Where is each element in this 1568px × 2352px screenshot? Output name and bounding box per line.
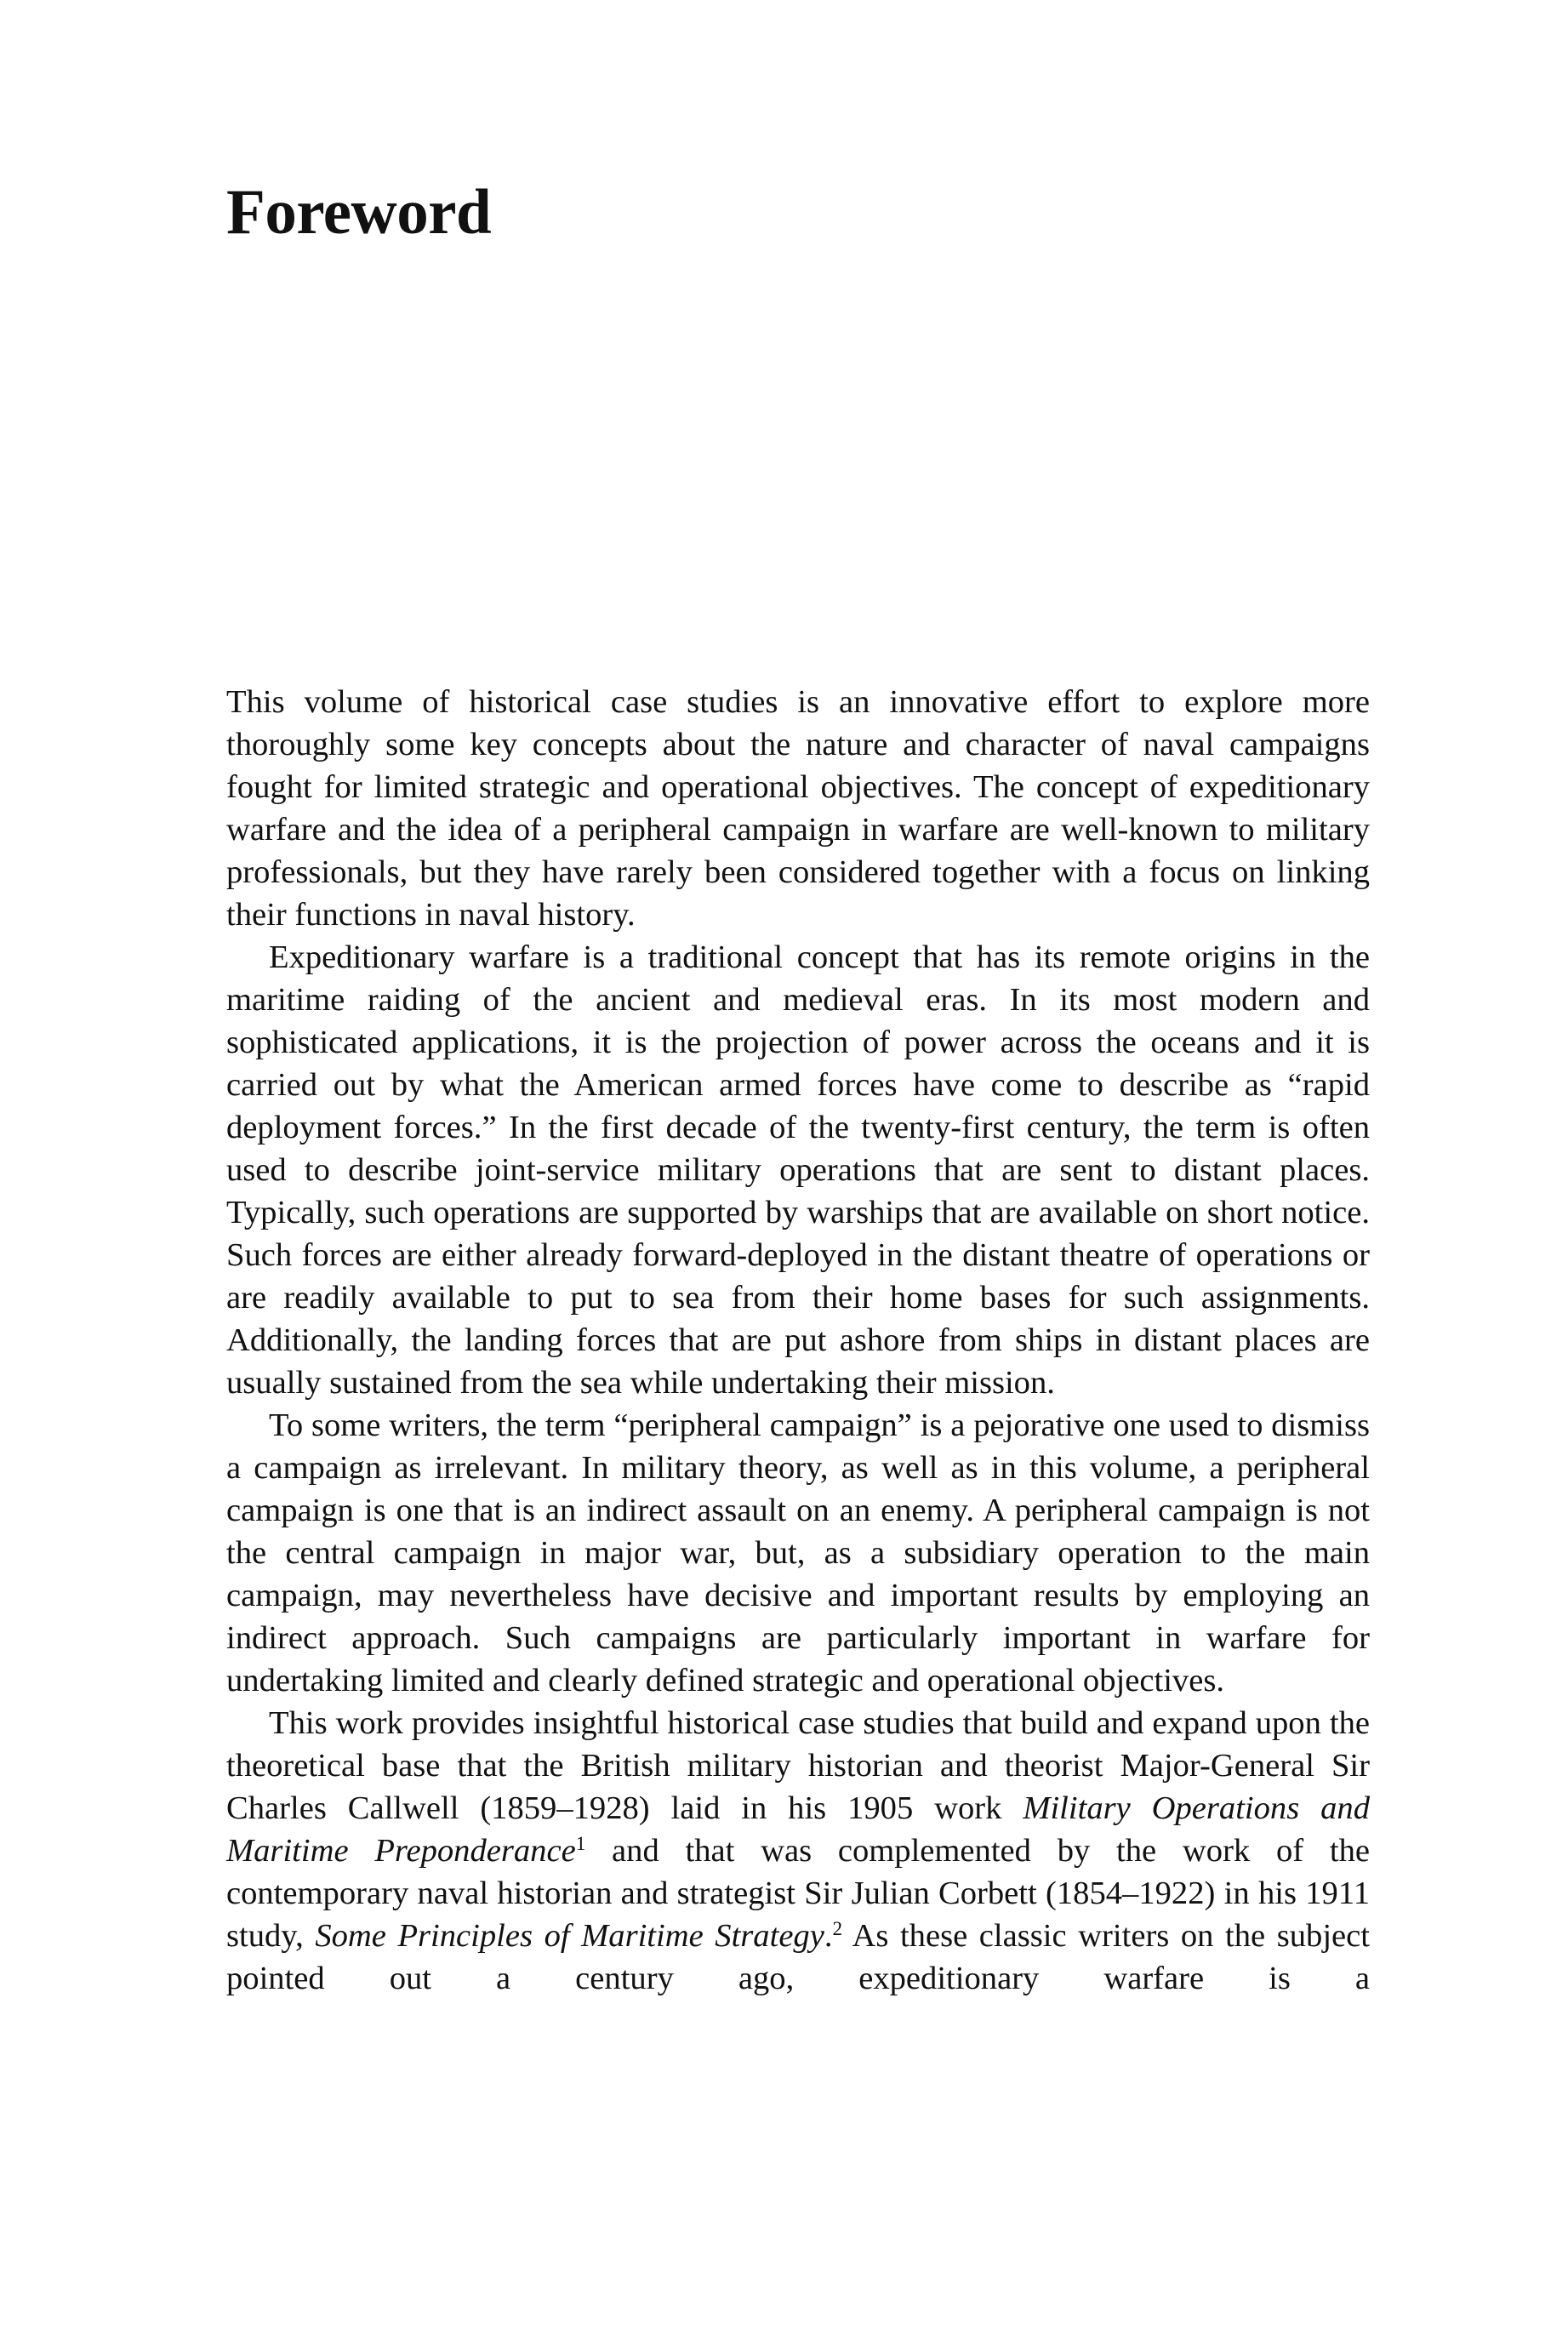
paragraph-2: Expeditionary warfare is a traditional concept that has its remote origins in the maritime raiding of the ancient and medieval eras. In its most modern and sophisticated applications, it is the projection of power across the oceans and it is carried out by what the American armed forces have come to describe as “rapid deployment forces.” In the first decade of the twenty-first century, the term is often used to describe joint-service military operations that are sent to distant places. Typically, such operations are supported by warships that are available on short notice. Such forces are either already forward-deployed in the distant theatre of operations or are readily available to put to sea from their home bases for such assignments. Additionally, the landing forces that are put ashore from ships in distant places are usually sustained from the sea while undertaking their mission. — [226, 939, 1370, 1401]
footnote-marker-1[interactable]: 1 — [575, 1833, 586, 1856]
paragraph-1: This volume of historical case studies is an innovative effort to explore more thoroughly some key concepts about the nature and character of naval campaigns fought for limited strategic and operational objectives. The concept of expeditionary warfare and the idea of a peripheral campaign in warfare are well-known to military professionals, but they have rarely been considered together with a focus on linking their functions in naval history. — [226, 684, 1370, 933]
book-title-principles-maritime-strategy: Some Principles of Maritime Strategy — [315, 1918, 824, 1954]
paragraph-4-text-a: This work provides insightful historical case studies that build and expand upon the theoretical base that the British military historian and theorist Major-General Sir Charles Callwell (1859–1928) laid in his 1905 work — [226, 1705, 1370, 1826]
page-title: Foreword — [226, 177, 492, 248]
paragraph-4 — [226, 1702, 1370, 2000]
paragraph-4-text-b: and that was complemented by the work of the contemporary naval historian and strategist Sir Julian Corbett (1854–1922) in his 1911 study, — [226, 1833, 1370, 1954]
footnote-marker-2[interactable]: 2 — [832, 1918, 843, 1941]
book-title-military-operations: Military Operations and Maritime Preponderance — [226, 1790, 1370, 1869]
paragraph-3: To some writers, the term “peripheral campaign” is a pejorative one used to dismiss a campaign as irrelevant. In military theory, as well as in this volume, a peripheral campaign is one that is an indirect assault on an enemy. A peripheral campaign is not the central campaign in major war, but, as a subsidiary operation to the main campaign, may nevertheless have decisive and important results by employing an indirect approach. Such campaigns are particularly important in warfare for undertaking limited and clearly defined strategic and operational objectives. — [226, 1407, 1370, 1698]
paragraph-4-text-c: . — [824, 1918, 833, 1954]
body-text — [226, 681, 1370, 2000]
paragraph-4-text-d: As these classic writers on the subject pointed out a century ago, expeditionary warfare is a — [226, 1918, 1370, 1996]
